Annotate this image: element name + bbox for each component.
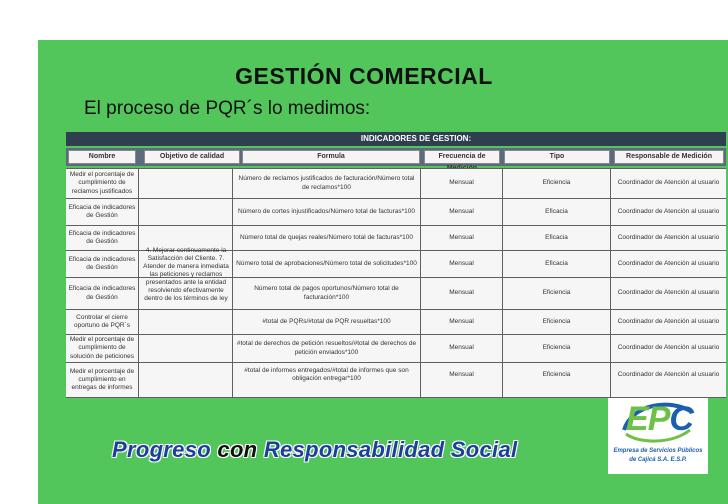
slogan xyxy=(112,437,517,463)
header-frecuencia: Frecuencia de xyxy=(424,150,500,164)
logo-caption-1: Empresa de Servicios Públicos xyxy=(613,448,703,454)
row-1-responsable: Coordinador de Atención al usuario xyxy=(617,179,720,187)
header-formula: Formula xyxy=(242,150,420,164)
row-5-formula: Número total de pagos oportunos/Número total de facturación*100 xyxy=(254,285,399,301)
row-6-responsable: Coordinador de Atención al usuario xyxy=(617,317,720,325)
row-8-nombre: Medir el porcentaje de cumplimiento en entregas de informes xyxy=(69,367,135,392)
row-7-formula: #total de derechos de petición resueltos/#total de derechos de petición enviados*100 xyxy=(236,340,417,356)
logo-letters xyxy=(626,400,693,439)
row-4-nombre: Eficacia de indicadores de Gestión xyxy=(68,255,136,271)
logo-letter-p: P xyxy=(647,400,670,438)
logo-letter-e: E xyxy=(626,400,648,438)
row-5-nombre: Eficacia de indicadores de Gestión xyxy=(68,285,136,301)
header-tipo: Tipo xyxy=(504,150,610,164)
row-1-frecuencia: Mensual xyxy=(449,179,474,187)
row-1-tipo: Eficiencia xyxy=(542,179,571,187)
row-6-frecuencia: Mensual xyxy=(449,317,474,325)
header-nombre: Nombre xyxy=(68,150,136,164)
table-header xyxy=(66,148,726,166)
row-3-responsable: Coordinador de Atención al usuario xyxy=(617,233,720,241)
row-6-formula: #total de PQRs/#total de PQR resueltas*100 xyxy=(262,317,391,325)
row-7-tipo: Eficiencia xyxy=(542,344,571,352)
row-7-responsable: Coordinador de Atención al usuario xyxy=(617,344,720,352)
row-8-responsable: Coordinador de Atención al usuario xyxy=(617,370,720,378)
row-3-formula: Número total de quejas reales/Número total de facturas*100 xyxy=(239,233,414,241)
header-objetivo: Objetivo de calidad xyxy=(144,150,240,164)
row-1-formula: Número de reclamos justificados de facturación/Número total de reclamos*100 xyxy=(238,175,415,191)
slogan-part-2: con xyxy=(217,437,258,462)
row-2-formula: Número de cortes injustificados/Número total de facturas*100 xyxy=(237,207,416,215)
row-3-tipo: Eficacia xyxy=(545,233,568,241)
objective-text: 4. Mejorar continuamente la Satisfacción del Cliente. 7. Atender de manera inmediata las peticiones y reclamos presentados ante la entidad resolviendo efectivamente dentro de los términos de ley xyxy=(143,246,229,303)
row-2-tipo: Eficacia xyxy=(545,207,568,215)
row-6-nombre: Controlar el cierre oportuno de PQR´s xyxy=(73,313,130,329)
slogan-part-3: Responsabilidad Social xyxy=(257,437,518,462)
row-4-formula: Número total de aprobaciones/Número total de solicitudes*100 xyxy=(236,259,417,267)
indicators-title-bar xyxy=(66,132,726,146)
logo-caption-2: de Cajicá S.A. E.S.P. xyxy=(629,457,687,463)
epc-logo xyxy=(608,398,708,474)
row-4-responsable: Coordinador de Atención al usuario xyxy=(617,259,720,267)
row-3-nombre: Eficacia de indicadores de Gestión xyxy=(68,229,136,245)
row-5-frecuencia: Mensual xyxy=(449,289,474,297)
row-8-tipo: Eficiencia xyxy=(542,370,571,378)
row-6-tipo: Eficiencia xyxy=(542,317,571,325)
row-5-tipo: Eficiencia xyxy=(542,289,571,297)
header-responsable: Responsable de Medición xyxy=(614,150,724,164)
row-1-nombre: Medir el porcentaje de cumplimiento de reclamos justificados xyxy=(69,171,135,195)
row-4-tipo: Eficacia xyxy=(545,259,568,267)
column-divider xyxy=(138,168,139,398)
row-2-responsable: Coordinador de Atención al usuario xyxy=(617,207,720,215)
row-7-frecuencia: Mensual xyxy=(449,344,474,352)
row-8-formula: #total de informes entregados/#total de informes que son obligación entregar*100 xyxy=(244,366,409,382)
page-title: GESTIÓN COMERCIAL xyxy=(235,63,493,89)
row-5-responsable: Coordinador de Atención al usuario xyxy=(617,289,720,297)
row-2-frecuencia: Mensual xyxy=(449,207,474,215)
row-7-nombre: Medir el porcentaje de cumplimiento de solución de peticiones xyxy=(69,336,135,360)
page-subtitle: El proceso de PQR´s lo medimos: xyxy=(84,98,371,119)
row-4-frecuencia: Mensual xyxy=(449,259,474,267)
row-2-nombre: Eficacia de indicadores de Gestión xyxy=(68,203,136,219)
logo-letter-c: C xyxy=(669,400,693,438)
indicators-title: INDICADORES DE GESTION: xyxy=(360,134,472,143)
slogan-part-1: Progreso xyxy=(112,437,218,462)
row-3-frecuencia: Mensual xyxy=(449,233,474,241)
row-8-frecuencia: Mensual xyxy=(449,370,474,378)
